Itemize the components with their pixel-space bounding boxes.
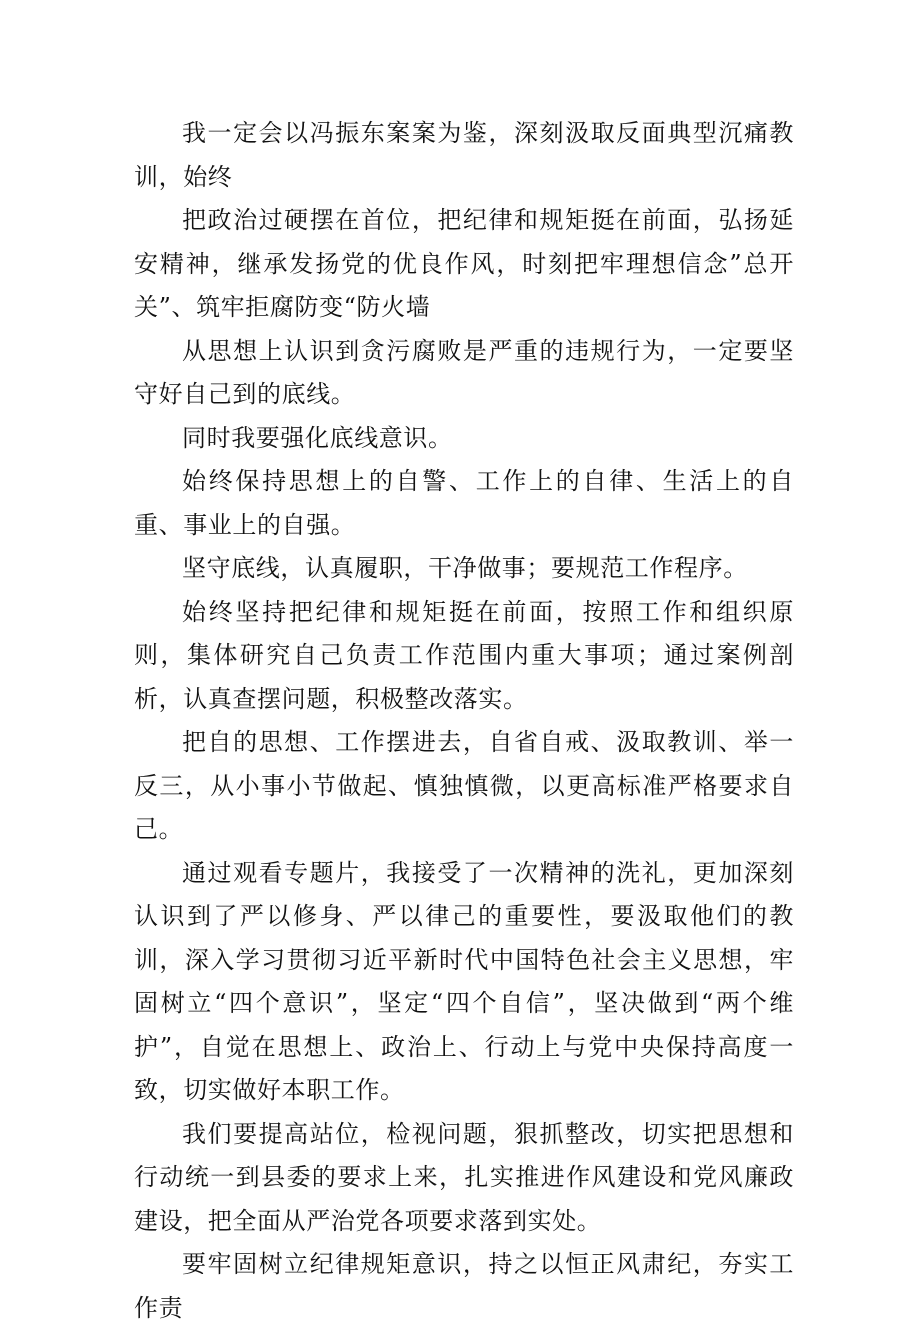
paragraph-5: 始终保持思想上的自警、工作上的自律、生活上的自重、事业上的自强。	[134, 467, 794, 539]
paragraph-7: 始终坚持把纪律和规矩挺在前面，按照工作和组织原则，集体研究自己负责工作范围内重大事项；通过案例剖析，认真查摆问题，积极整改落实。	[134, 597, 794, 713]
paragraph-8: 把自的思想、工作摆进去，自省自戒、汲取教训、举一反三，从小事小节做起、慎独慎微，以更高标准严格要求自己。	[134, 728, 794, 843]
paragraph-11: 要牢固树立纪律规矩意识，持之以恒正风肃纪，夯实工作责	[134, 1250, 794, 1322]
paragraph-1: 我一定会以冯振东案案为鉴，深刻汲取反面典型沉痛教训，始终	[134, 119, 794, 191]
paragraph-2: 把政治过硬摆在首位，把纪律和规矩挺在前面，弘扬延安精神，继承发扬党的优良作风，时刻把牢理想信念”总开关”、筑牢拒腐防变“防火墙	[134, 206, 794, 321]
paragraph-6: 坚守底线，认真履职，干净做事；要规范工作程序。	[182, 554, 748, 582]
document-body	[134, 112, 794, 1330]
paragraph-4: 同时我要强化底线意识。	[182, 423, 453, 452]
paragraph-10: 我们要提高站位，检视问题，狠抓整改，切实把思想和行动统一到县委的要求上来，扎实推进作风建设和党风廉政建设，把全面从严治党各项要求落到实处。	[134, 1119, 794, 1235]
paragraph-3: 从思想上认识到贪污腐败是严重的违规行为，一定要坚守好自己到的底线。	[134, 336, 794, 408]
paragraph-9: 通过观看专题片，我接受了一次精神的洗礼，更加深刻认识到了严以修身、严以律己的重要性，要汲取他们的教训，深入学习贯彻习近平新时代中国特色社会主义思想，牢固树立“四个意识”，坚定“四个自信”，坚决做到“两个维护”，自觉在思想上、政治上、行动上与党中央保持高度一致，切实做好本职工作。	[134, 858, 794, 1104]
